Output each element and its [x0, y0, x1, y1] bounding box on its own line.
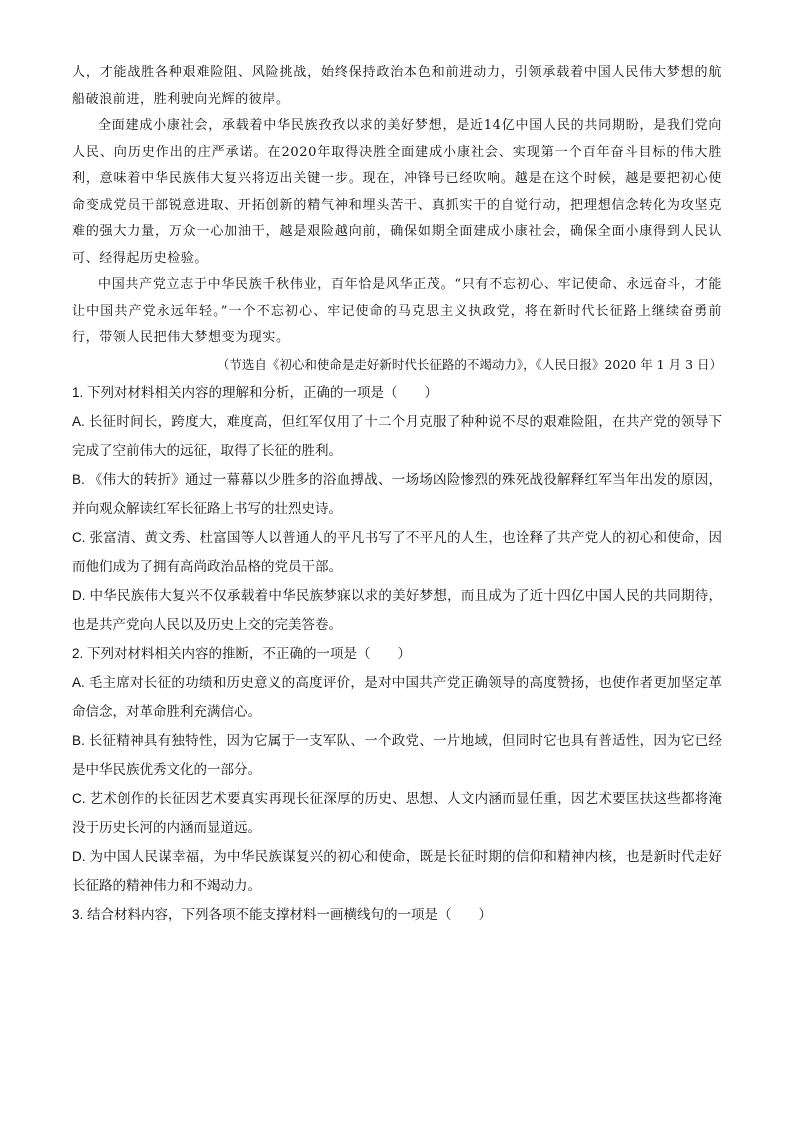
question-1: [72, 378, 722, 639]
question-stem: 3. 结合材料内容，下列各项不能支撑材料一画横线句的一项是（ ）: [72, 907, 493, 922]
passage-paragraph-2: 全面建成小康社会，承载着中华民族孜孜以求的美好梦想，是近14亿中国人民的共同期盼，是我们党向人民、向历史作出的庄严承诺。在2020年取得决胜全面建成小康社会、实现第一个百年奋斗目标的伟大胜利，意味着中华民族伟大复兴将迈出关键一步。现在，冲锋号已经吹响。越是在这个时候，越是要把初心使命变成党员干部锐意进取、开拓创新的精气神和埋头苦干、真抓实干的自觉行动，把理想信念转化为攻坚克难的强大力量，万众一心加油干，越是艰险越向前，确保如期全面建成小康社会，确保全面小康得到人民认可、经得起历史检验。: [72, 118, 722, 266]
question-option-c: C. 艺术创作的长征因艺术要真实再现长征深厚的历史、思想、人文内涵而显任重，因艺术要匡扶这些都将淹没于历史长河的内涵而显道远。: [72, 791, 722, 835]
question-option-d: D. 中华民族伟大复兴不仅承载着中华民族梦寐以求的美好梦想，而且成为了近十四亿中国人民的共同期待，也是共产党向人民以及历史上交的完美答卷。: [72, 588, 722, 632]
question-option-c: C. 张富清、黄文秀、杜富国等人以普通人的平凡书写了不平凡的人生，也诠释了共产党人的初心和使命，因而他们成为了拥有高尚政治品格的党员干部。: [72, 530, 722, 574]
passage-paragraph-continued: 人，才能战胜各种艰难险阻、风险挑战，始终保持政治本色和前进动力，引领承载着中国人民伟大梦想的航船破浪前进，胜利驶向光辉的彼岸。: [72, 65, 722, 107]
question-option-a: A. 长征时间长，跨度大，难度高，但红军仅用了十二个月克服了种种说不尽的艰难险阻，在共产党的领导下完成了空前伟大的远征，取得了长征的胜利。: [72, 414, 722, 458]
question-3: [72, 900, 722, 929]
document-page: [72, 60, 722, 929]
question-option-d: D. 为中国人民谋幸福，为中华民族谋复兴的初心和使命，既是长征时期的信仰和精神内核，也是新时代走好长征路的精神伟力和不竭动力。: [72, 849, 722, 893]
question-2: [72, 639, 722, 900]
question-stem: 2. 下列对材料相关内容的推断，不正确的一项是（ ）: [72, 646, 412, 661]
question-option-a: A. 毛主席对长征的功绩和历史意义的高度评价，是对中国共产党正确领导的高度赞扬，也使作者更加坚定革命信念，对革命胜利充满信心。: [72, 675, 722, 719]
passage-source: （节选自《初心和使命是走好新时代长征路的不竭动力》，《人民日报》2020 年 1 月 3 日）: [216, 356, 722, 372]
question-option-b: B. 《伟大的转折》通过一幕幕以少胜多的浴血搏战、一场场凶险惨烈的殊死战役解释红军当年出发的原因，并向观众解读红军长征路上书写的壮烈史诗。: [72, 472, 722, 516]
passage-paragraph-3: 中国共产党立志于中华民族千秋伟业，百年恰是风华正茂。“只有不忘初心、牢记使命、永远奋斗，才能让中国共产党永远年轻。”一个不忘初心、牢记使命的马克思主义执政党，将在新时代长征路上继续奋勇前行，带领人民把伟大梦想变为现实。: [72, 277, 722, 345]
question-stem: 1. 下列对材料相关内容的理解和分析，正确的一项是（ ）: [72, 385, 439, 400]
question-option-b: B. 长征精神具有独特性，因为它属于一支军队、一个政党、一片地域，但同时它也具有普适性，因为它已经是中华民族优秀文化的一部分。: [72, 733, 722, 777]
